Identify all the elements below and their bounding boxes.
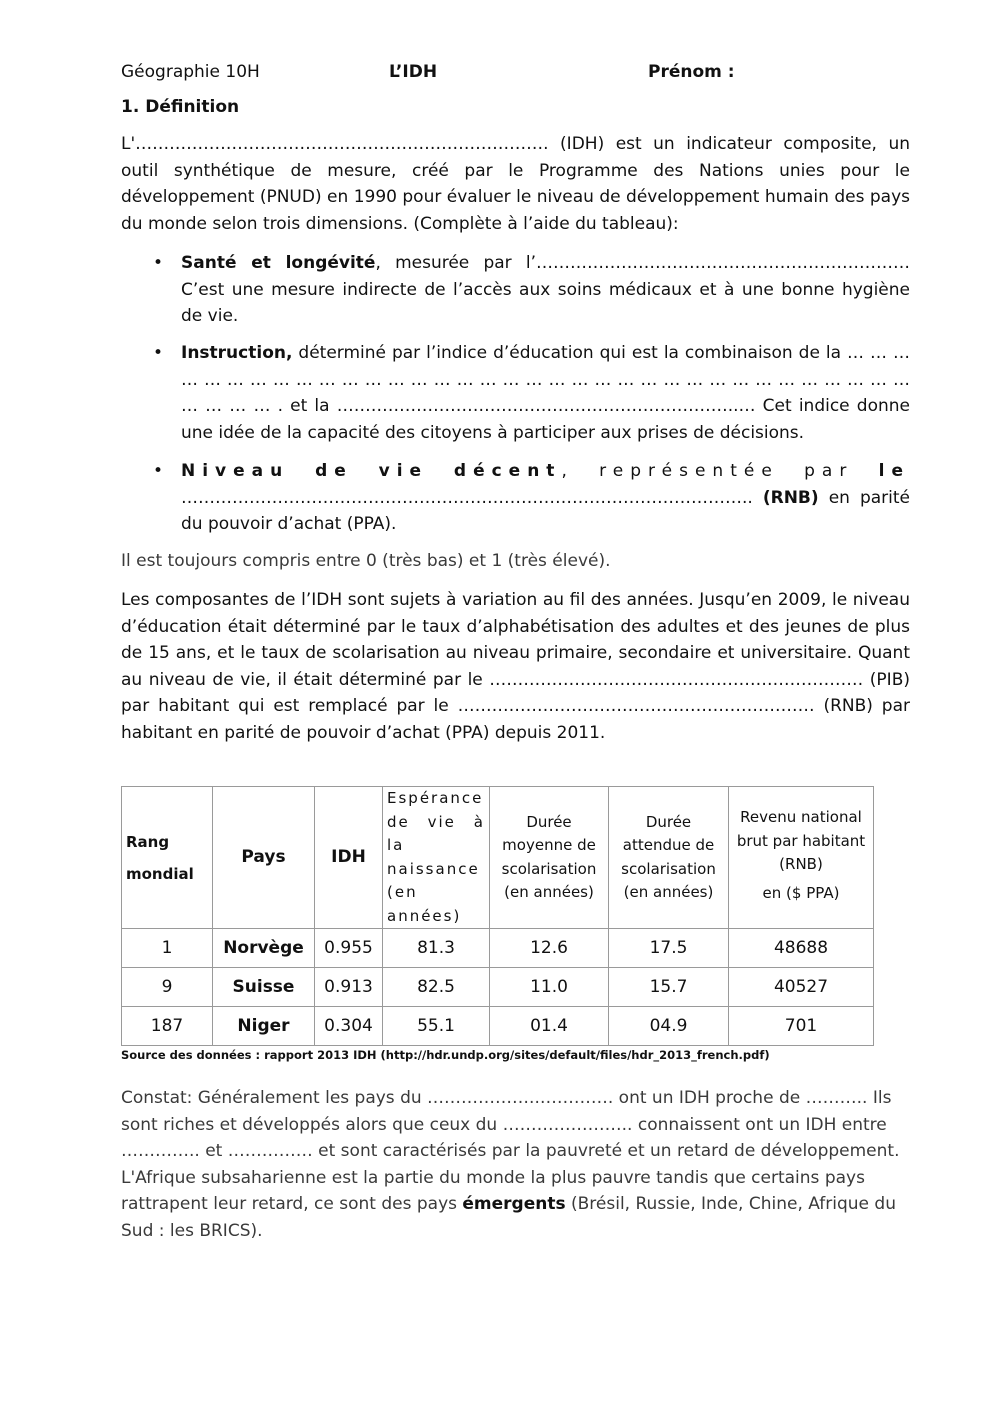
constat-text-5: et [199, 1141, 228, 1161]
cell-duree-moyenne: 01.4 [490, 1007, 609, 1046]
cell-rang: 187 [122, 1007, 213, 1046]
bullet-instruction-text: déterminé par l’indice d’éducation qui est la combinaison de la [292, 343, 848, 363]
cell-duree-moyenne: 11.0 [490, 968, 609, 1007]
blank-pib[interactable]: ………………………………………………………… [489, 669, 864, 690]
blank-duree-moyenne[interactable]: … … … … … … … … … … … … … … … … … … … … … … … … … … … … … … … … … … … … … … … . [181, 343, 910, 416]
cell-idh: 0.955 [315, 929, 383, 968]
blank-esperance[interactable]: ………………………………………………………… [536, 253, 910, 273]
col-header-rnb [729, 787, 874, 929]
bullet-sante-text: , mesurée par l’ [375, 253, 536, 273]
bullet-sante [153, 250, 910, 330]
table-row [122, 1007, 874, 1046]
blank-rnb-2[interactable]: ……………………………………………………… [457, 696, 815, 716]
section-title-definition: 1. Définition [121, 97, 240, 117]
history-text-2: (PIB) par habitant qui est remplacé par le [121, 669, 910, 716]
cell-esperance: 81.3 [383, 929, 490, 968]
constat-text-1: Constat: Généralement les pays du [121, 1088, 428, 1108]
blank-rnb[interactable]: ……………………………………………………………………………………….. [181, 487, 763, 508]
intro-paragraph [121, 131, 910, 237]
cell-rnb: 40527 [729, 968, 874, 1007]
constat-text-6: et sont caractérisés par la pauvreté et un retard de développement. [312, 1141, 900, 1161]
cell-rang: 1 [122, 929, 213, 968]
cell-rnb: 48688 [729, 929, 874, 968]
blank-idh-proche[interactable]: ……….. [805, 1088, 868, 1108]
bullet-icon: • [153, 461, 164, 481]
cell-esperance: 82.5 [383, 968, 490, 1007]
blank-idh-min[interactable]: ………….. [121, 1141, 200, 1161]
cell-duree-attendue: 04.9 [609, 1007, 729, 1046]
document-title: L’IDH [389, 62, 438, 82]
table-row [122, 929, 874, 968]
cell-rang: 9 [122, 968, 213, 1007]
bullet-icon: • [153, 253, 164, 273]
constat-text-3: Ils sont riches et développés alors que ceux du [121, 1088, 892, 1135]
cell-idh: 0.304 [315, 1007, 383, 1046]
col-header-esperance: Espérance de vie à la naissance (en années) [383, 787, 490, 929]
idh-table [121, 786, 874, 1046]
intro-text: (IDH) est un indicateur composite, un outil synthétique de mesure, créé par le Programme des Nations unies pour le développement (PNUD) en 1990 pour évaluer le niveau de développement humain des pays du monde selon trois dimensions. (Complète à l’aide du tableau): [121, 134, 910, 234]
bullet-niveau-title: Niveau de vie décent [181, 461, 562, 481]
subject-label: Géographie 10H [121, 62, 260, 82]
africa-emergents: émergents [462, 1194, 566, 1214]
bullet-icon: • [153, 343, 164, 363]
blank-pays-nord[interactable]: ………………..…………. [427, 1088, 614, 1108]
blank-idh-max[interactable]: …………… [227, 1141, 313, 1161]
cell-esperance: 55.1 [383, 1007, 490, 1046]
range-note: Il est toujours compris entre 0 (très bas) et 1 (très élevé). [121, 551, 611, 571]
intro-prefix: L' [121, 134, 136, 154]
bullet-sante-title: Santé et longévité [181, 253, 376, 273]
constat-text-2: ont un IDH proche de [613, 1088, 806, 1108]
cell-duree-attendue: 15.7 [609, 968, 729, 1007]
col-header-duree-moyenne: Durée moyenne de scolarisation (en années) [490, 787, 609, 929]
constat-paragraph [121, 1085, 921, 1244]
rang-line2: mondial [126, 864, 194, 883]
blank-pays-sud[interactable]: ………………….. [502, 1114, 633, 1135]
africa-text-2: (Brésil, Russie, Inde, Chine, Afrique du Sud : les BRICS). [121, 1194, 896, 1241]
col-header-pays: Pays [213, 787, 315, 929]
bullet-instruction-title: Instruction, [181, 343, 293, 363]
cell-pays: Niger [213, 1007, 315, 1046]
page-header [121, 62, 910, 88]
data-source-note: Source des données : rapport 2013 IDH (http://hdr.undp.org/sites/default/files/hdr_2013_french.pdf) [121, 1048, 770, 1062]
cell-duree-attendue: 17.5 [609, 929, 729, 968]
bullet-niveau-article: le [878, 461, 910, 481]
bullet-niveau-desc: en parité du pouvoir d’achat (PPA). [181, 487, 910, 534]
cell-pays: Suisse [213, 968, 315, 1007]
history-text-3: (RNB) par habitant en parité de pouvoir d’achat (PPA) depuis 2011. [121, 696, 910, 743]
history-paragraph [121, 587, 910, 746]
table-row [122, 968, 874, 1007]
rnb-header-main: Revenu national brut par habitant (RNB) [736, 808, 866, 874]
bullet-niveau-rnb: (RNB) [762, 487, 819, 508]
col-header-rang [122, 787, 213, 929]
blank-duree-attendue[interactable]: ……………………………………………………………..… [336, 396, 756, 416]
col-header-duree-attendue: Durée attendue de scolarisation (en années) [609, 787, 729, 929]
table-header-row [122, 787, 874, 929]
bullet-niveau-de-vie [153, 458, 910, 538]
rnb-header-unit: en ($ PPA) [762, 883, 840, 902]
blank-idh-name[interactable]: ………………………………………………………………. [135, 134, 549, 154]
cell-duree-moyenne: 12.6 [490, 929, 609, 968]
bullet-sante-desc: C’est une mesure indirecte de l’accès aux soins médicaux et à une bonne hygiène de vie. [181, 279, 910, 326]
constat-text-4: connaissent ont un IDH entre [632, 1114, 887, 1135]
africa-text-1: L'Afrique subsaharienne est la partie du monde la plus pauvre tandis que certains pays rattrapent leur retard, ce sont des pays [121, 1167, 865, 1214]
bullet-instruction [153, 340, 910, 446]
bullet-instruction-connector: et la [290, 396, 337, 416]
bullet-niveau-text: , représentée par [561, 461, 879, 481]
cell-rnb: 701 [729, 1007, 874, 1046]
history-text-1: Les composantes de l’IDH sont sujets à variation au fil des années. Jusqu’en 2009, le niveau d’éducation était déterminé par le taux d’alphabétisation des adultes et des jeunes de plus de 15 ans, et le taux de scolarisation au niveau primaire, secondaire et universitaire. Quant au niveau de vie, il était déterminé par le [121, 590, 910, 690]
col-header-idh: IDH [315, 787, 383, 929]
cell-idh: 0.913 [315, 968, 383, 1007]
rang-line1: Rang [126, 832, 170, 851]
cell-pays: Norvège [213, 929, 315, 968]
bullet-instruction-desc: Cet indice donne une idée de la capacité des citoyens à participer aux prises de décisions. [181, 396, 910, 443]
prenom-field-label: Prénom : [648, 62, 735, 82]
